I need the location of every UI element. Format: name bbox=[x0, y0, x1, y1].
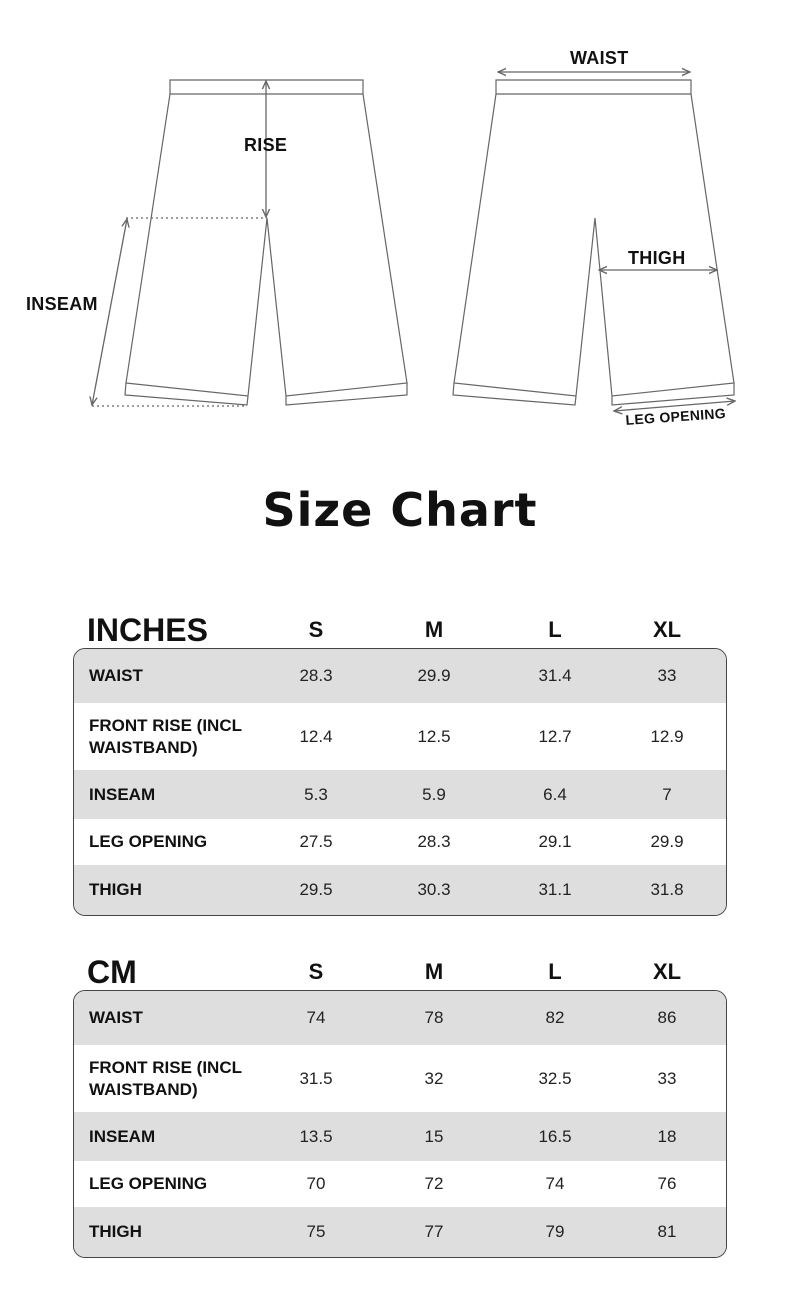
table-row bbox=[74, 1161, 726, 1207]
table-cell: 27.5 bbox=[299, 832, 333, 851]
table-cell: 75 bbox=[306, 1222, 326, 1241]
table-cell: 6.4 bbox=[543, 784, 567, 804]
table-cell: 15 bbox=[424, 1126, 444, 1146]
table-row bbox=[74, 1112, 726, 1161]
table-cell: 74 bbox=[545, 1174, 565, 1193]
table-cell: 7 bbox=[662, 784, 672, 804]
table-cell: 5.3 bbox=[304, 784, 328, 804]
table-cell: 31.1 bbox=[538, 880, 572, 899]
table-cell: 16.5 bbox=[538, 1126, 572, 1146]
row-label: INSEAM bbox=[89, 1126, 156, 1146]
thigh-label: THIGH bbox=[628, 248, 686, 268]
table-cell: 18 bbox=[657, 1126, 677, 1146]
size-header: S bbox=[308, 959, 324, 984]
table-cell: 30.3 bbox=[417, 880, 451, 899]
table-cell: 70 bbox=[306, 1174, 326, 1193]
table-cell: 78 bbox=[424, 1008, 444, 1027]
table-cell: 32 bbox=[424, 1068, 444, 1088]
table-cell: 29.9 bbox=[417, 666, 451, 685]
table-cell: 32.5 bbox=[538, 1068, 572, 1088]
size-header: L bbox=[548, 959, 562, 984]
shorts-side-view bbox=[92, 80, 407, 406]
table-cell: 12.9 bbox=[650, 726, 684, 746]
shorts-front-view bbox=[453, 80, 734, 405]
table-cell: 28.3 bbox=[299, 666, 333, 685]
size-header: S bbox=[308, 617, 324, 642]
table-cell: 5.9 bbox=[422, 784, 446, 804]
table-cell: 72 bbox=[424, 1174, 444, 1193]
table-cell: 33 bbox=[657, 1068, 677, 1088]
row-label: THIGH bbox=[89, 880, 142, 899]
table-row bbox=[74, 770, 726, 819]
size-header: XL bbox=[652, 959, 682, 984]
row-label: LEG OPENING bbox=[89, 1174, 208, 1193]
page-title: Size Chart bbox=[262, 483, 538, 537]
table-cell: 31.4 bbox=[538, 666, 572, 685]
size-header: M bbox=[424, 617, 444, 642]
table-cell: 12.7 bbox=[538, 726, 572, 746]
table-cell: 33 bbox=[657, 666, 677, 685]
size-header: L bbox=[548, 617, 562, 642]
row-label: FRONT RISE (INCL WAISTBAND) bbox=[89, 715, 242, 757]
leg-opening-label: LEG OPENING bbox=[625, 404, 727, 428]
size-table-inches bbox=[73, 648, 727, 916]
row-label: FRONT RISE (INCL WAISTBAND) bbox=[89, 1057, 242, 1099]
table-cell: 29.9 bbox=[650, 832, 684, 851]
table-row bbox=[74, 865, 726, 915]
size-header: XL bbox=[652, 617, 682, 642]
rise-label: RISE bbox=[244, 135, 288, 155]
table-cell: 31.8 bbox=[650, 880, 684, 899]
table-row bbox=[74, 1207, 726, 1257]
table-cell: 12.4 bbox=[299, 726, 333, 746]
table-cell: 28.3 bbox=[417, 832, 451, 851]
table-cell: 77 bbox=[424, 1222, 444, 1241]
row-label: INSEAM bbox=[89, 784, 156, 804]
table-cell: 76 bbox=[657, 1174, 677, 1193]
row-label: LEG OPENING bbox=[89, 832, 208, 851]
table-row bbox=[74, 991, 726, 1045]
unit-label-inches: INCHES bbox=[87, 612, 208, 648]
table-row bbox=[74, 1045, 726, 1112]
table-cell: 82 bbox=[545, 1008, 565, 1027]
table-cell: 29.1 bbox=[538, 832, 572, 851]
table-cell: 13.5 bbox=[299, 1126, 333, 1146]
table-cell: 79 bbox=[545, 1222, 565, 1241]
table-cell: 12.5 bbox=[417, 726, 451, 746]
shorts-illustration bbox=[0, 0, 800, 450]
measurement-diagram bbox=[0, 0, 800, 450]
table-cell: 86 bbox=[657, 1008, 677, 1027]
inseam-label: INSEAM bbox=[26, 294, 98, 314]
table-row bbox=[74, 819, 726, 865]
waist-label: WAIST bbox=[570, 48, 629, 68]
row-label: WAIST bbox=[89, 1008, 143, 1027]
table-cell: 31.5 bbox=[299, 1068, 333, 1088]
table-row bbox=[74, 703, 726, 770]
size-header: M bbox=[424, 959, 444, 984]
row-label: WAIST bbox=[89, 666, 143, 685]
table-cell: 81 bbox=[657, 1222, 677, 1241]
size-table-cm bbox=[73, 990, 727, 1258]
unit-label-cm: CM bbox=[87, 954, 137, 990]
table-cell: 74 bbox=[306, 1008, 326, 1027]
table-cell: 29.5 bbox=[299, 880, 333, 899]
table-row bbox=[74, 649, 726, 703]
row-label: THIGH bbox=[89, 1222, 142, 1241]
